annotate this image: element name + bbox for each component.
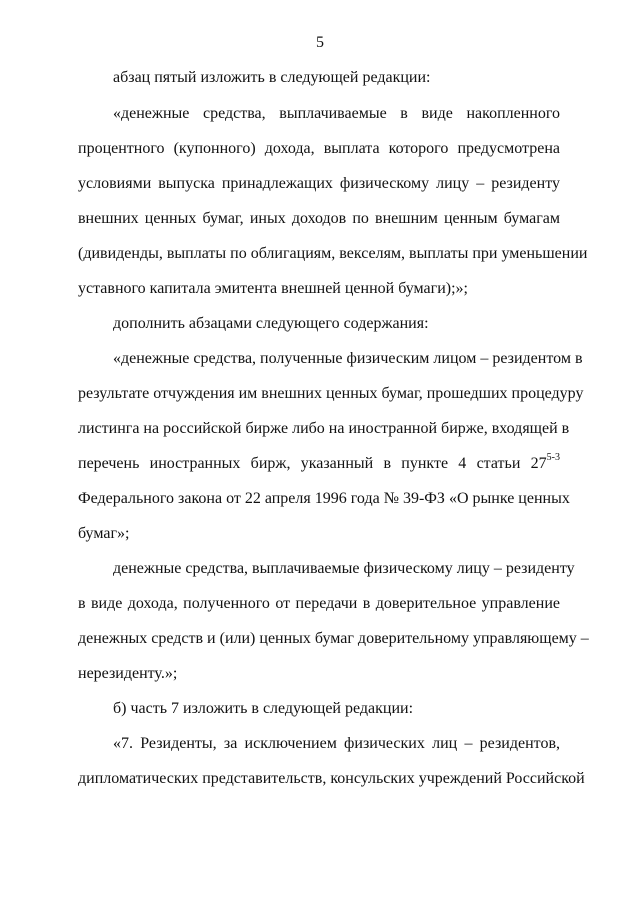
text-line-with-superscript xyxy=(78,451,560,474)
text-line-main: перечень иностранных бирж, указанный в пункте 4 статьи 27 xyxy=(78,455,547,472)
text-line: денежных средств и (или) ценных бумаг доверительному управляющему – xyxy=(78,630,589,647)
text-line: условиями выпуска принадлежащих физическому лицу – резиденту xyxy=(78,175,560,192)
text-line: результате отчуждения им внешних ценных бумаг, прошедших процедуру xyxy=(78,385,584,402)
text-line: б) часть 7 изложить в следующей редакции: xyxy=(113,700,414,717)
text-line: Федерального закона от 22 апреля 1996 года № 39-ФЗ «О рынке ценных xyxy=(78,490,570,507)
text-line: «денежные средства, полученные физическим лицом – резидентом в xyxy=(113,350,583,367)
text-line: бумаг»; xyxy=(78,525,130,542)
superscript: 5-3 xyxy=(546,451,560,463)
text-line: «7. Резиденты, за исключением физических лиц – резидентов, xyxy=(113,735,560,752)
text-line: дипломатических представительств, консульских учреждений Российской xyxy=(78,770,585,787)
page-number: 5 xyxy=(316,34,324,51)
text-line: уставного капитала эмитента внешней ценной бумаги);»; xyxy=(78,280,468,297)
text-line: «денежные средства, выплачиваемые в виде накопленного xyxy=(113,105,560,122)
text-line: денежные средства, выплачиваемые физическому лицу – резиденту xyxy=(113,560,575,577)
text-line: процентного (купонного) дохода, выплата которого предусмотрена xyxy=(78,140,560,157)
text-line: нерезиденту.»; xyxy=(78,665,178,682)
text-line: листинга на российской бирже либо на иностранной бирже, входящей в xyxy=(78,420,570,437)
text-line: дополнить абзацами следующего содержания: xyxy=(113,315,429,332)
text-line: в виде дохода, полученного от передачи в доверительное управление xyxy=(78,595,560,612)
text-line: внешних ценных бумаг, иных доходов по внешним ценным бумагам xyxy=(78,210,560,227)
text-line: (дивиденды, выплаты по облигациям, векселям, выплаты при уменьшении xyxy=(78,245,588,262)
text-line: абзац пятый изложить в следующей редакции: xyxy=(113,69,431,86)
